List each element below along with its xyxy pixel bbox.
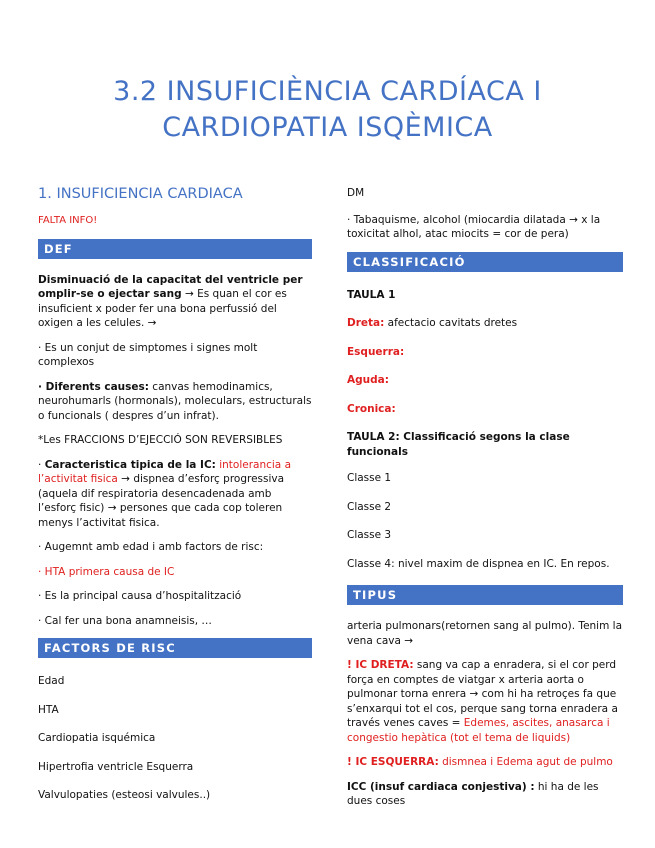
- ic-esquerra-label: ! IC ESQUERRA:: [347, 756, 439, 768]
- class-item: Classe 1: [347, 472, 392, 484]
- causes-bold: · Diferents causes:: [38, 380, 149, 393]
- ic-esquerra-paragraph: [347, 755, 623, 770]
- factor-item: Valvulopaties (esteosi valvules..): [38, 789, 211, 801]
- def-paragraph: [38, 273, 312, 331]
- ic-esquerra-red: dismnea i Edema agut de pulmo: [438, 756, 613, 768]
- left-column: [38, 186, 312, 817]
- def-p9: · Cal fer una bona anamneisis, …: [38, 614, 212, 627]
- class-item: Classe 3: [347, 529, 392, 541]
- ic-dreta-label: ! IC DRETA:: [347, 659, 414, 671]
- falta-info-note: FALTA INFO!: [38, 215, 98, 226]
- def-p8: · Es la principal causa d’hospitalització: [38, 590, 242, 602]
- dm-text: DM: [347, 187, 365, 199]
- factor-item: Edad: [38, 675, 65, 687]
- page-title-line1: 3.2 INSUFICIÈNCIA CARDÍACA I: [113, 76, 542, 107]
- page-title-line2: CARDIOPATIA ISQÈMICA: [162, 112, 493, 143]
- esquerra-label: Esquerra:: [347, 345, 405, 358]
- cronica-label: Cronica:: [347, 402, 396, 415]
- class-item: Classe 2: [347, 500, 392, 513]
- class-item: Classe 4: nivel maxim de dispnea en IC. En repos.: [347, 557, 610, 570]
- causes-rest: canvas hemodinamics, neurohumarls (hormonals), moleculars, estructurals o funcionals ( despres d’un infrat).: [38, 380, 312, 422]
- ic-dreta-red: Edemes, ascites, anasarca i congestio hepàtica (tot el tema de liquids): [347, 717, 610, 744]
- def-bar: DEF: [38, 239, 312, 259]
- icc-paragraph: [347, 780, 623, 809]
- factor-item: Cardiopatia isquémica: [38, 732, 156, 744]
- p5-rest: → dispnea d’esforç progressiva (aquela dif respiratoria desencadenada amb l’esforç fisic) → persones que cada cop toleren menys l’activitat fisica.: [38, 473, 285, 529]
- taula1-label: TAULA 1: [347, 288, 396, 301]
- right-column: [347, 186, 623, 819]
- icc-rest: hi ha de les dues coses: [347, 780, 599, 807]
- aguda-label: Aguda:: [347, 374, 389, 386]
- p5-pre: ·: [38, 458, 45, 471]
- icc-bold: ICC (insuf cardiaca conjestiva) :: [347, 780, 535, 793]
- tabac-text: · Tabaquisme, alcohol (miocardia dilatada → x la toxicitat alhol, atac miocits = cor de pera): [347, 213, 601, 240]
- factor-item: HTA: [38, 703, 59, 716]
- p5-bold: Caracteristica tipica de la IC:: [44, 458, 216, 471]
- ic-dreta-text: sang va cap a enradera, si el cor perd força en comptes de viatgar x arteria aorta o pulmonar torna enrera → com hi ha retroçes fa que s’enxarqui tot el cos, perque sang torna enradera a través venes caves =: [347, 659, 618, 729]
- dreta-row: [347, 316, 623, 331]
- def-p6: · Augemnt amb edad i amb factors de risc:: [38, 541, 264, 553]
- tipus-bar: TIPUS: [347, 585, 623, 605]
- ic-dreta-paragraph: [347, 658, 623, 745]
- dreta-text: afectacio cavitats dretes: [384, 317, 518, 329]
- dreta-label: Dreta:: [347, 317, 385, 329]
- p5-red: intolerancia a l’activitat fisica: [38, 458, 292, 485]
- taula2-label: TAULA 2: Classificació segons la clase funcionals: [347, 431, 570, 458]
- def-p5: [38, 458, 312, 531]
- section-heading: 1. INSUFICIENCIA CARDIACA: [38, 186, 243, 202]
- def-bold: Disminuació de la capacitat del ventricle per omplir-se o ejectar sang: [38, 273, 303, 300]
- def-p3: [38, 380, 312, 424]
- page-title: [0, 74, 655, 146]
- def-rest: → Es quan el cor es insuficient x poder fer una bona perfussió del oxigen a les celules. →: [38, 288, 287, 329]
- def-p7: · HTA primera causa de IC: [38, 565, 175, 578]
- arteria-text: arteria pulmonars(retornen sang al pulmo). Tenim la vena cava →: [347, 620, 623, 647]
- def-p4: *Les FRACCIONS D’EJECCIÓ SON REVERSIBLES: [38, 434, 283, 446]
- factor-item: Hipertrofia ventricle Esquerra: [38, 760, 194, 773]
- classificacio-bar: CLASSIFICACIÓ: [347, 252, 623, 272]
- def-p2: · Es un conjut de simptomes i signes molt complexos: [38, 341, 258, 368]
- factors-bar: FACTORS DE RISC: [38, 638, 312, 658]
